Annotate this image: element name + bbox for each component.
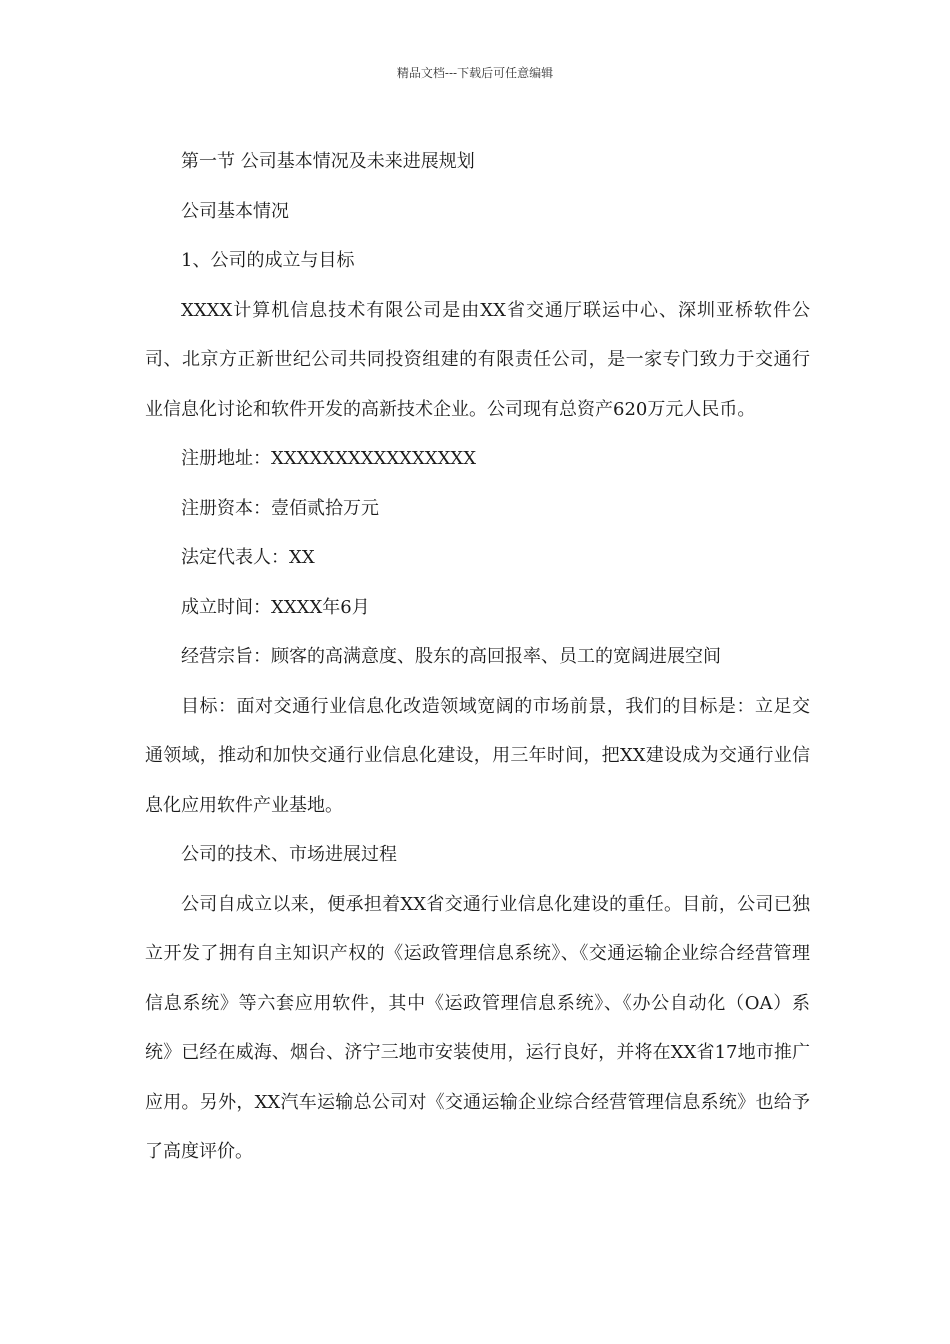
intro-paragraph: XXXX计算机信息技术有限公司是由XX省交通厅联运中心、深圳亚桥软件公司、北京方正新世纪公司共同投资组建的有限责任公司，是一家专门致力于交通行业信息化讨论和软件开发的高新技术企业。公司现有总资产620万元人民币。: [145, 299, 810, 420]
item-title: 1、公司的成立与目标: [181, 250, 355, 271]
founded-line: 成立时间：XXXX年6月: [181, 596, 370, 618]
subtitle: 公司基本情况: [181, 200, 289, 222]
representative-line: 法定代表人：XX: [181, 547, 315, 568]
page-header: 精品文档---下载后可任意编辑: [396, 66, 554, 80]
purpose-line: 经营宗旨：顾客的高满意度、股东的高回报率、员工的宽阔进展空间: [181, 646, 721, 667]
history-title: 公司的技术、市场进展过程: [181, 844, 397, 865]
address-line: 注册地址：XXXXXXXXXXXXXXXX: [181, 448, 477, 469]
history-paragraph: 公司自成立以来，便承担着XX省交通行业信息化建设的重任。目前，公司已独立开发了拥有自主知识产权的《运政管理信息系统》、《交通运输企业综合经营管理信息系统》等六套应用软件，其中《运政管理信息系统》、《办公自动化（OA）系统》已经在威海、烟台、济宁三地市安装使用，运行良好，并将在XX省17地市推广应用。另外，XX汽车运输总公司对《交通运输企业综合经营管理信息系统》也给予了高度评价。: [145, 893, 810, 1162]
section-title: 第一节 公司基本情况及未来进展规划: [181, 151, 475, 172]
goal-paragraph: 目标：面对交通行业信息化改造领域宽阔的市场前景，我们的目标是：立足交通领域，推动和加快交通行业信息化建设，用三年时间，把XX建设成为交通行业信息化应用软件产业基地。: [145, 695, 810, 816]
capital-line: 注册资本：壹佰贰拾万元: [181, 497, 379, 519]
document-body: [145, 137, 810, 1177]
